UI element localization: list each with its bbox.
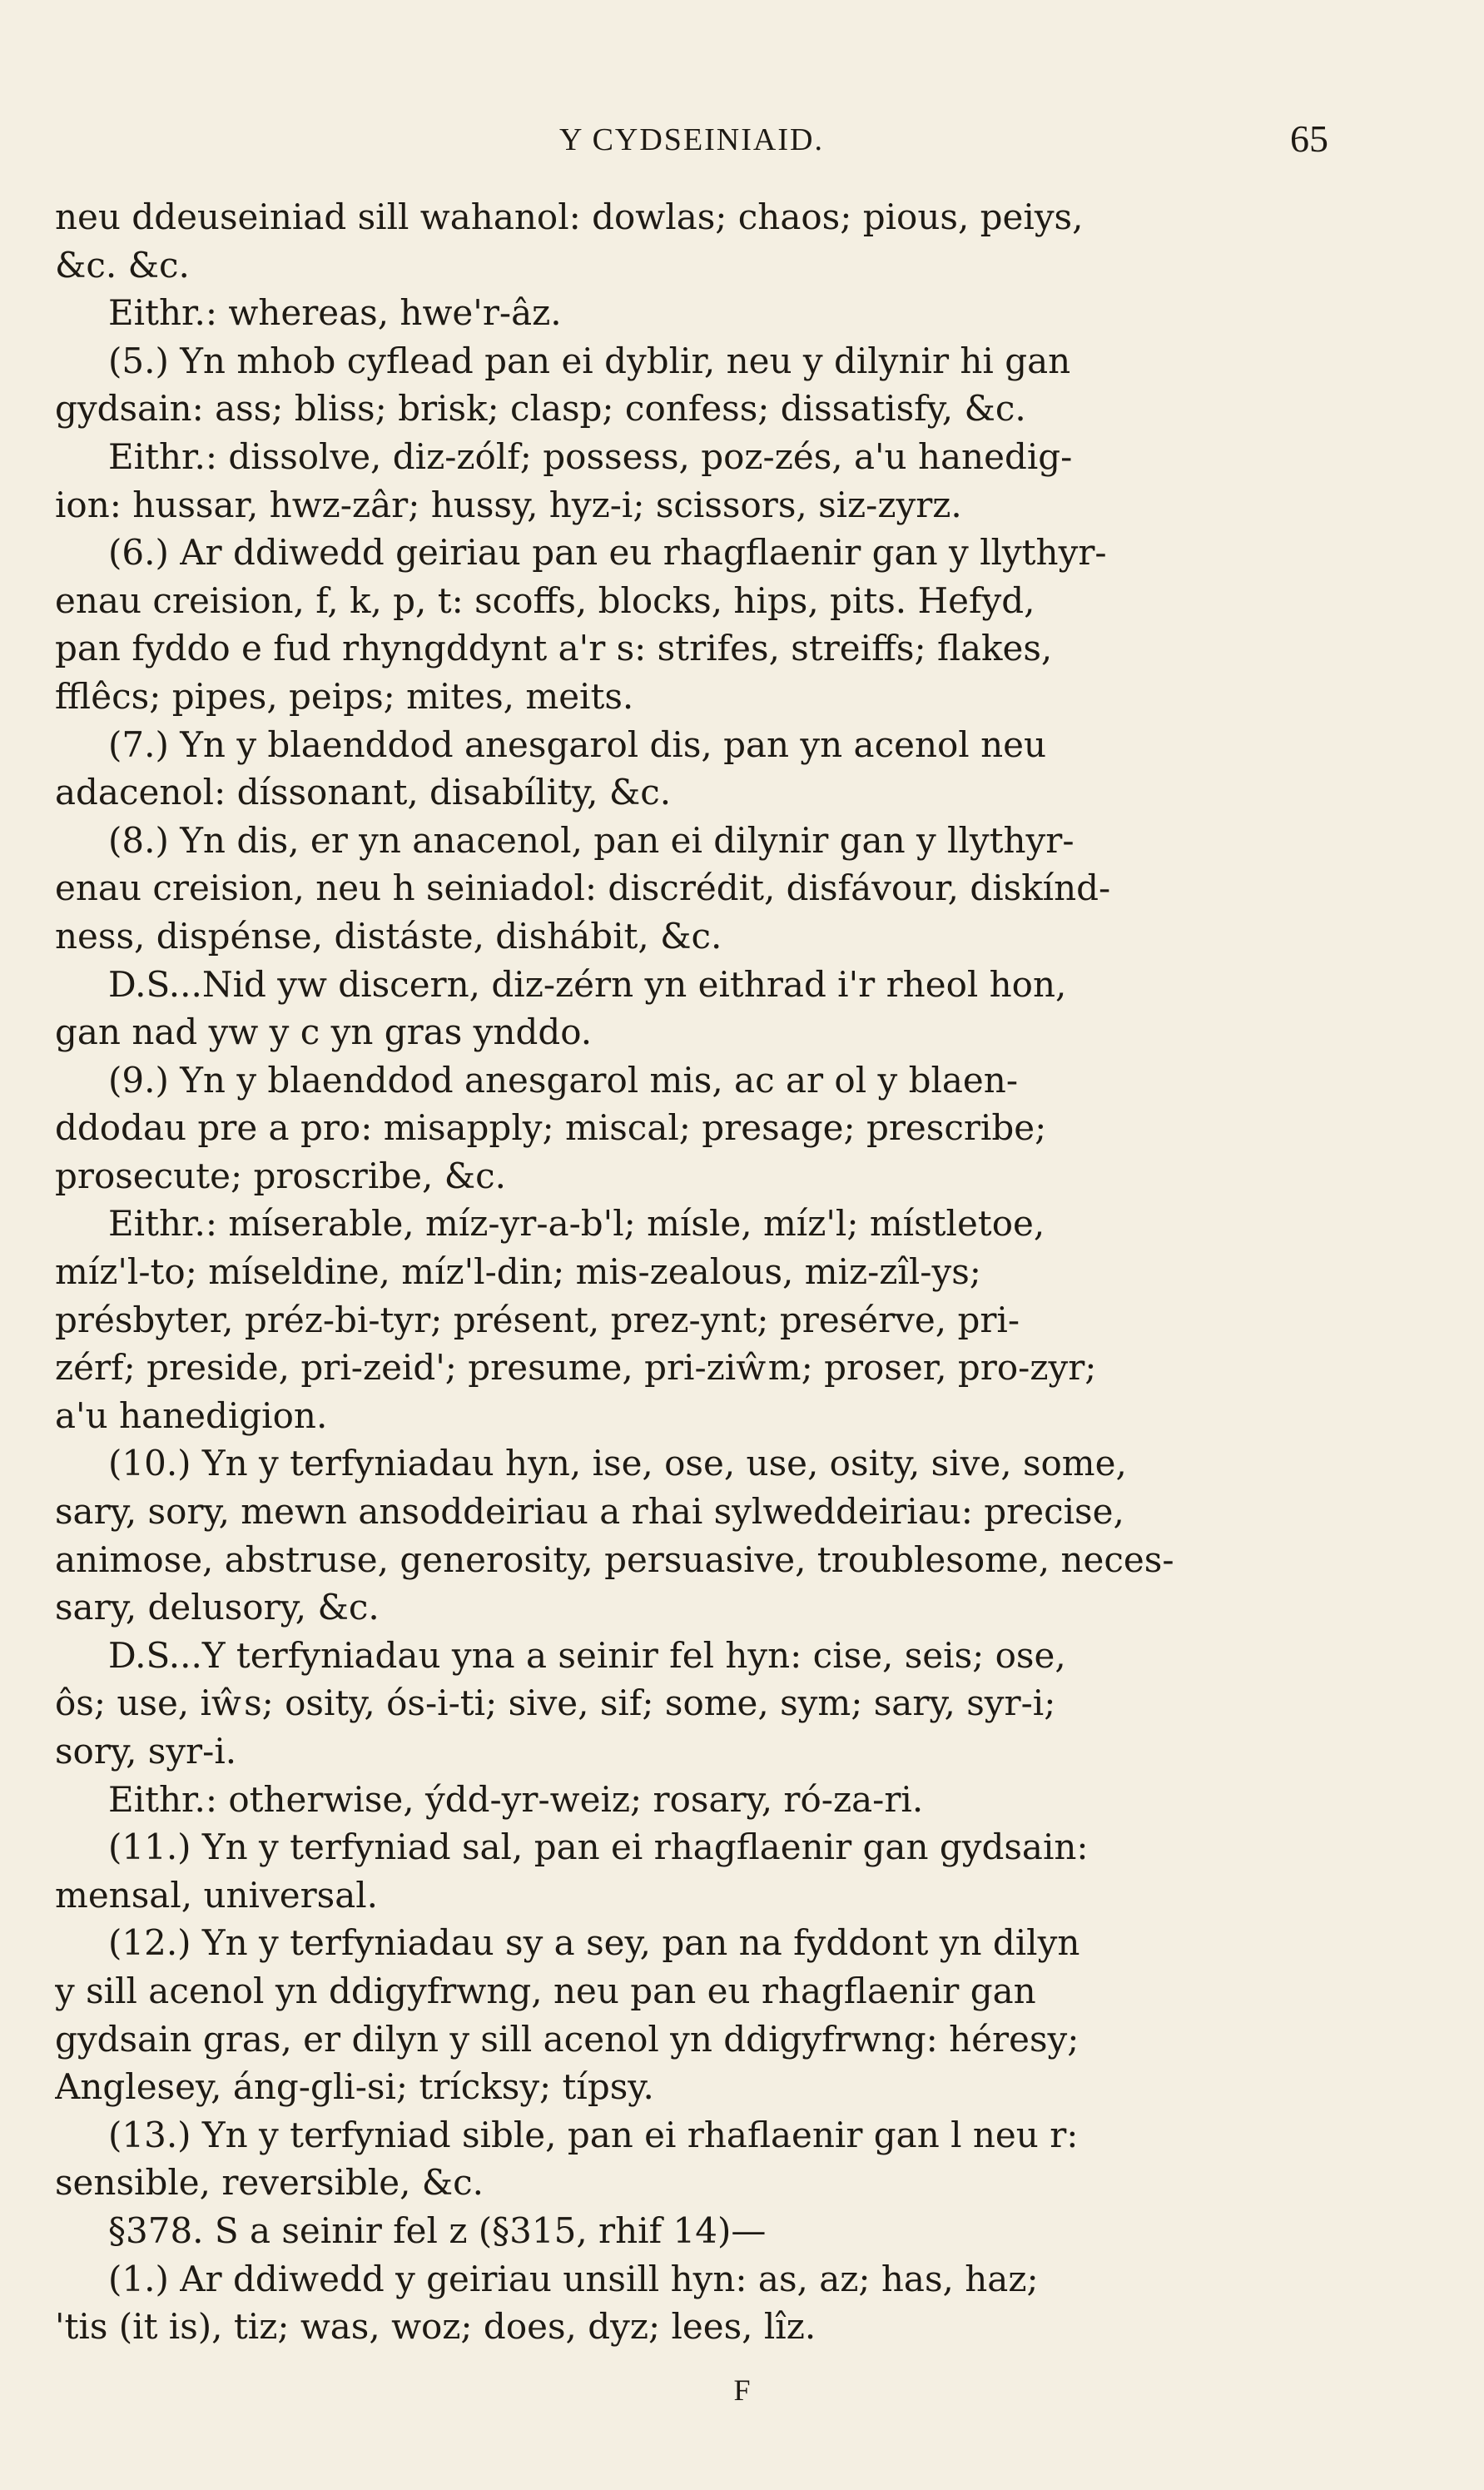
text-line: mensal, universal. (55, 1874, 379, 1916)
page-number: 65 (1290, 117, 1328, 160)
text-line: a'u hanedigion. (55, 1394, 328, 1436)
text-line: présbyter, préz-bi-tyr; présent, prez-ynt; presérve, pri- (55, 1299, 1020, 1340)
text-line: ion: hussar, hwz-zâr; hussy, hyz-i; scissors, siz-zyrz. (55, 484, 962, 525)
text-line: §378. S a seinir fel z (§315, rhif 14)— (108, 2209, 767, 2251)
text-line: gan nad yw y c yn gras ynddo. (55, 1011, 593, 1053)
signature-mark: F (733, 2373, 751, 2407)
text-line: D.S...Y terfyniadau yna a seinir fel hyn: cise, seis; ose, (108, 1634, 1066, 1676)
text-line: gydsain gras, er dilyn y sill acenol yn ddigyfrwng: héresy; (55, 2018, 1079, 2060)
text-line: 'tis (it is), tiz; was, woz; does, dyz; lees, lîz. (55, 2306, 816, 2348)
text-line: neu ddeuseiniad sill wahanol: dowlas; chaos; pious, peiys, (55, 196, 1084, 237)
text-line: Anglesey, áng-gli-si; trícksy; típsy. (55, 2066, 654, 2108)
text-line: (9.) Yn y blaenddod anesgarol mis, ac ar ol y blaen- (108, 1059, 1019, 1101)
text-line: pan fyddo e fud rhyngddynt a'r s: strifes, streiffs; flakes, (55, 628, 1053, 669)
body-text (55, 193, 1303, 2351)
text-line: sary, delusory, &c. (55, 1587, 380, 1628)
text-line: míz'l-to; míseldine, míz'l-din; mis-zealous, miz-zîl-ys; (55, 1251, 981, 1293)
text-line: D.S...Nid yw discern, diz-zérn yn eithrad i'r rheol hon, (108, 963, 1067, 1005)
text-line: (13.) Yn y terfyniad sible, pan ei rhaflaenir gan l neu r: (108, 2114, 1079, 2155)
text-line: enau creision, neu h seiniadol: discrédit, disfávour, diskínd- (55, 867, 1111, 909)
text-line: (10.) Yn y terfyniadau hyn, ise, ose, use, osity, sive, some, (108, 1443, 1127, 1484)
text-line: gydsain: ass; bliss; brisk; clasp; confess; dissatisfy, &c. (55, 388, 1026, 430)
text-line: (5.) Yn mhob cyflead pan ei dyblir, neu y dilynir hi gan (108, 340, 1071, 381)
text-line: sensible, reversible, &c. (55, 2162, 484, 2204)
text-line: &c. &c. (55, 244, 190, 286)
text-line: fflêcs; pipes, peips; mites, meits. (55, 675, 634, 717)
page-header (55, 117, 1328, 166)
text-line: (6.) Ar ddiwedd geiriau pan eu rhagflaenir gan y llythyr- (108, 532, 1107, 574)
text-line: (12.) Yn y terfyniadau sy a sey, pan na fyddont yn dilyn (108, 1922, 1080, 1964)
text-line: Eithr.: míserable, míz-yr-a-b'l; mísle, míz'l; místletoe, (108, 1203, 1045, 1245)
text-line: sory, syr-i. (55, 1731, 237, 1772)
text-line: y sill acenol yn ddigyfrwng, neu pan eu rhagflaenir gan (55, 1970, 1036, 2011)
text-line: enau creision, f, k, p, t: scoffs, blocks, hips, pits. Hefyd, (55, 579, 1035, 621)
text-line: (1.) Ar ddiwedd y geiriau unsill hyn: as, az; has, haz; (108, 2258, 1039, 2299)
text-line: sary, sory, mewn ansoddeiriau a rhai sylweddeiriau: precise, (55, 1491, 1124, 1533)
text-line: Eithr.: whereas, hwe'r-âz. (108, 292, 562, 334)
text-line: (7.) Yn y blaenddod anesgarol dis, pan yn acenol neu (108, 723, 1047, 765)
text-line: ddodau pre a pro: misapply; miscal; presage; prescribe; (55, 1107, 1047, 1149)
text-line: (8.) Yn dis, er yn anacenol, pan ei dilynir gan y llythyr- (108, 819, 1075, 861)
text-line: adacenol: díssonant, disabílity, &c. (55, 772, 672, 813)
text-line: Eithr.: otherwise, ýdd-yr-weiz; rosary, ró-za-ri. (108, 1778, 924, 1820)
text-line: ness, dispénse, distáste, dishábit, &c. (55, 915, 722, 957)
text-line: zérf; preside, pri-zeid'; presume, pri-ziŵm; proser, pro-zyr; (55, 1347, 1097, 1389)
text-line: ôs; use, iŵs; osity, ós-i-ti; sive, sif; some, sym; sary, syr-i; (55, 1682, 1056, 1724)
text-line: (11.) Yn y terfyniad sal, pan ei rhagflaenir gan gydsain: (108, 1826, 1089, 1868)
text-line: animose, abstruse, generosity, persuasive, troublesome, neces- (55, 1538, 1174, 1580)
text-line: prosecute; proscribe, &c. (55, 1155, 507, 1196)
running-head: Y CYDSEINIAID. (559, 122, 824, 157)
text-line: Eithr.: dissolve, diz-zólf; possess, poz-zés, a'u hanedig- (108, 435, 1073, 477)
